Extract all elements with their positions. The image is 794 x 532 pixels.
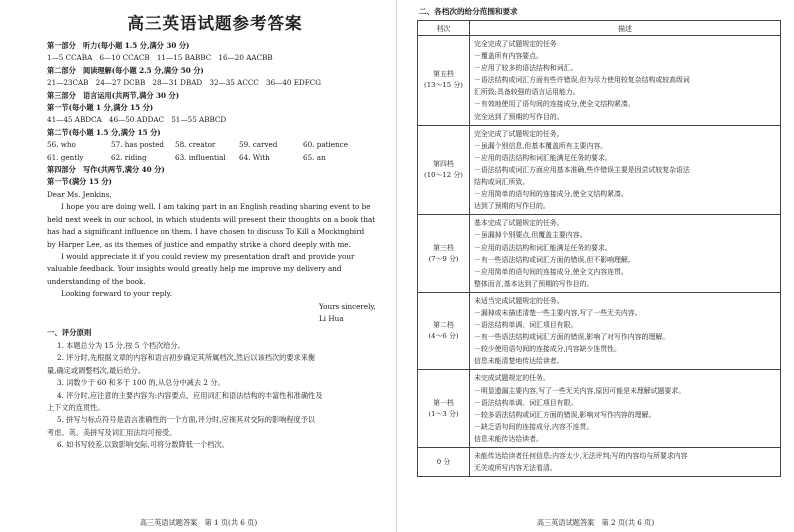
section2-answers-row1 [47,139,383,151]
description-line: －有一些语法结构或词汇方面的错误,但不影响理解。 [474,255,635,264]
description-line: －应用简单的语句间的连接成分,使全文内容连贯。 [474,267,628,276]
answer-item: 62. riding [111,152,147,162]
part1-answers: 1—5 CCABA 6—10 CCACB 11—15 BABBC 16—20 AACBB [47,53,273,63]
page-footer: 高三英语试题答案 第 2 页(共 6 页) [536,518,655,527]
answer-item: 64. With [239,152,270,162]
level-name: 第四档 [433,159,454,168]
table-row [418,125,781,215]
document-title: 高三英语试题参考答案 [127,14,303,33]
description-line: 信息未能清楚地传达给读者。 [474,357,564,366]
description-cell [470,292,781,370]
letter-line: Looking forward to your reply. [61,289,172,299]
section1-answers: 41—45 ABDCA 46—50 ADDAC 51—55 ABBCD [47,115,227,125]
description-cell [470,125,781,215]
description-line: －语法结构或词汇方面有些许错误,但为尽力使用较复杂结构或较高级词 [474,76,690,85]
letter-line: by Harper Lee, as its themes of justice and empathy strike a chord deeply with me. [47,239,351,249]
description-line: －虽漏掉个别要点,但覆盖主要内容。 [474,231,587,240]
answer-item: 61. gently [47,152,84,162]
description-line: 基本完成了试题规定的任务。 [474,219,564,228]
answer-item: 57. has posted [111,140,164,150]
description-line: 未完成试题规定的任务。 [474,374,550,383]
scoring-levels-heading: 二、各档次的给分范围和要求 [419,7,518,16]
section1-heading: 第一节(每小题 1 分,满分 15 分) [47,103,154,113]
level-name: 第三档 [433,243,454,252]
level-name: 第一档 [433,398,454,407]
rule-line: 2. 评分时,先根据文章的内容和语言初步确定其所属档次,然后以该档次的要求来衡 [57,353,316,363]
description-line: －有效地使用了语句间的连接成分,使全文结构紧凑。 [474,100,635,109]
table-row [418,36,781,126]
scoring-table-body [418,36,781,477]
rule-line: 量,确定或调整档次,最后给分。 [47,365,146,375]
level-range: (10～12 分) [424,170,463,179]
description-line: －语法结构单调、词汇项目有限。 [474,321,578,330]
description-line: －有一些语法结构或词汇方面的错误,影响了对写作内容的理解。 [474,333,670,342]
answer-item: 59. carved [239,140,278,150]
description-cell [470,36,781,126]
writing-section1-heading: 第一节(满分 15 分) [47,177,112,187]
rule-line: 上下文的连贯性。 [47,402,105,412]
level-cell [418,370,470,448]
level-name: 第二档 [433,321,454,330]
answer-item: 60. patience [303,140,348,150]
letter-line: has had a significant influence on them. I have chosen to discuss To Kill a Mockingbird [47,227,365,237]
level-cell [418,448,470,477]
description-line: 无关或所写内容无法看清。 [474,464,557,473]
letter-line: held next week in our school, in which students will present their thoughts on a book that [47,214,376,224]
table-row [418,448,781,477]
table-row [418,370,781,448]
description-line: 未适当完成试题规定的任务。 [474,296,564,305]
level-cell [418,292,470,370]
level-name: 第五档 [433,70,454,79]
description-cell [470,448,781,477]
description-line: 结构或词汇所致。 [474,178,530,187]
answer-item: 58. creator [175,140,216,150]
answer-item: 65. an [303,152,326,162]
description-line: －应用的语法结构和词汇能满足任务的要求。 [474,153,612,162]
level-range: (1～3 分) [428,409,459,418]
description-line: －较多语法结构或词汇方面的错误,影响对写作内容的理解。 [474,410,656,419]
description-line: －虽漏个别信息,但基本覆盖所有主要内容。 [474,141,608,150]
description-line: 汇所致;具备较强的语言运用能力。 [474,88,580,97]
page-footer: 高三英语试题答案 第 1 页(共 6 页) [139,518,258,527]
description-line: 达到了预期的写作目的。 [474,202,550,211]
answer-item: 56. who [47,140,76,150]
rule-line: 6. 如书写较差,以致影响交际,可将分数降低一个档次。 [57,440,229,450]
column-header-level: 档次 [418,21,470,36]
description-line: －语法结构单调、词汇项目有限。 [474,398,578,407]
letter-line: I would appreciate it if you could review my presentation draft and provide your [61,251,355,261]
rule-line: 4. 评分时,应注意的主要内容为:内容要点、应用词汇和语法结构的丰富性和准确性及 [57,390,323,400]
description-line: 信息未能传达给读者。 [474,434,543,443]
description-line: －明显遗漏主要内容,写了一些无关内容,原因可能是未理解试题要求。 [474,386,686,395]
level-cell [418,125,470,215]
letter-greeting: Dear Ms. Jenkins, [47,189,112,199]
part2-heading: 第二部分 阅读理解(每小题 2.5 分,满分 50 分) [47,65,204,75]
page-2 [397,0,794,532]
level-range: (13～15 分) [424,81,463,90]
description-line: －应用的语法结构和词汇能满足任务的要求。 [474,243,612,252]
part2-answers: 21—23CAB 24—27 DCBB 28—31 DBAD 32—35 ACCC 36—40 EDFCG [47,78,322,88]
answer-item: 63. influential [175,152,226,162]
part4-heading: 第四部分 写作(共两节,满分 40 分) [47,165,165,175]
description-line: －应用了较多的语法结构和词汇。 [474,64,578,73]
part1-heading: 第一部分 听力(每小题 1.5 分,满分 30 分) [47,41,190,50]
rule-line: 考虑。英、美拼写及词汇用法均可接受。 [47,427,177,437]
description-line: －缺乏语句间的连接成分,内容不连贯。 [474,422,594,431]
description-line: 完全达到了预期的写作目的。 [474,112,564,121]
description-line: －应用简单的语句间的连接成分,使全文结构紧凑。 [474,190,628,199]
letter-closing: Yours sincerely, [319,301,376,311]
description-line: 未能传达给读者任何信息;内容太少,无法评判;写的内容均与所要求内容 [474,452,688,460]
level-name: 0 分 [436,457,451,466]
scoring-table [417,20,781,477]
section2-heading: 第二节(每小题 1.5 分,满分 15 分) [47,127,161,137]
description-cell [470,215,781,293]
description-line: －语法结构或词汇方面应用基本准确,些许错误主要是因尝试较复杂语法 [474,165,690,174]
level-cell [418,215,470,293]
table-header-row [418,21,781,36]
sample-letter [47,189,383,325]
level-range: (4～6 分) [428,332,459,341]
scoring-principles-heading: 一、评分原则 [47,328,92,338]
rule-line: 1. 本题总分为 15 分,按 5 个档次给分。 [57,340,185,350]
rule-line: 3. 词数少于 60 和多于 100 的,从总分中减去 2 分。 [57,378,225,388]
letter-line: understanding of the book. [47,276,146,286]
description-cell [470,370,781,448]
rule-line: 5. 拼写与标点符号是语言准确性的一个方面,评分时,应视其对交际的影响程度予以 [57,415,316,425]
description-line: －覆盖所有内容要点。 [474,52,543,61]
table-row [418,292,781,370]
level-cell [418,36,470,126]
letter-line: I hope you are doing well. I am taking part in an English reading sharing event to be [61,202,371,212]
description-line: －较少使用语句间的连接成分,内容缺少连贯性。 [474,345,621,354]
part3-heading: 第三部分 语言运用(共两节,满分 30 分) [47,90,180,100]
level-range: (7～9 分) [428,254,459,263]
description-line: －漏掉或未描述清楚一些主要内容,写了一些无关内容。 [474,308,642,317]
letter-signature: Li Hua [319,313,344,323]
description-line: 完全完成了试题规定的任务 [474,40,557,48]
description-line: 完全完成了试题规定的任务。 [474,129,564,138]
description-line: 整体而言,基本达到了预期的写作目的。 [474,279,594,288]
column-header-description: 描述 [470,21,781,36]
letter-line: valuable feedback. Your insights would greatly help me improve my delivery and [47,264,342,274]
table-row [418,215,781,293]
section2-answers-row2 [47,152,383,164]
